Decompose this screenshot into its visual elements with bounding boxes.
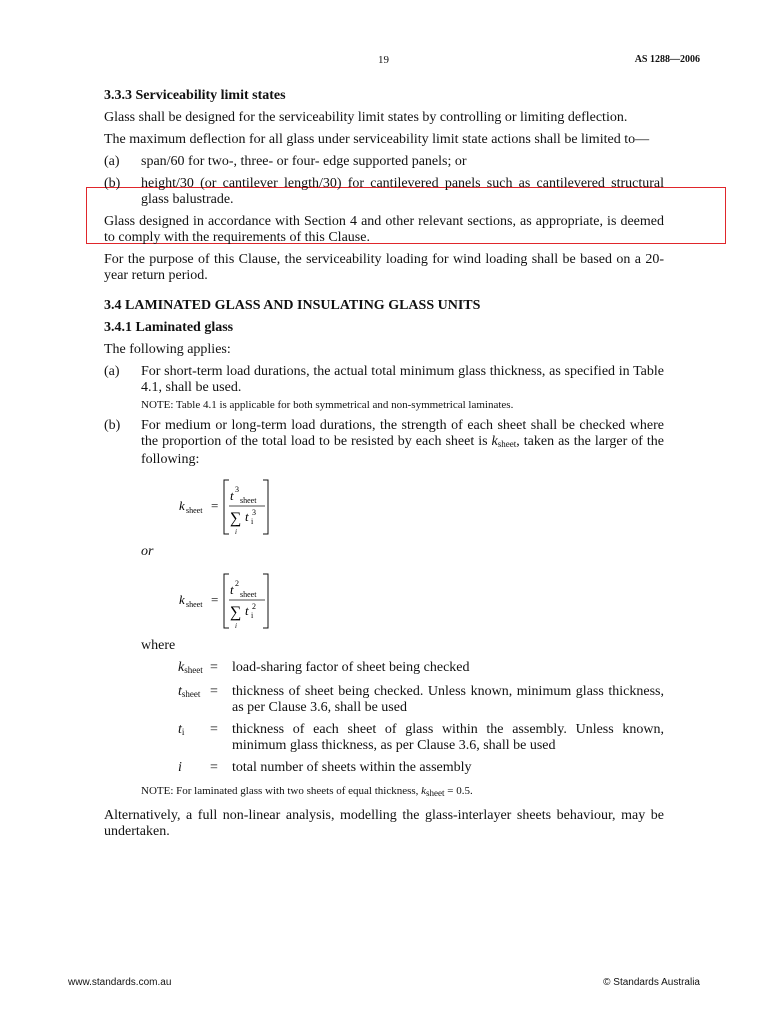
definition-desc: total number of sheets within the assembly: [232, 760, 472, 775]
definition-symbol: $t_i$: [178, 722, 185, 737]
bracket-left: [224, 480, 229, 534]
definition-desc: thickness of sheet being checked. Unless known, minimum glass thickness, as per Clause 3.6, shall be used: [232, 684, 664, 715]
list-text: For short-term load durations, the actual total minimum glass thickness, as specified in Table 4.1, shall be used.: [141, 364, 664, 395]
heading-3-4: 3.4 LAMINATED GLASS AND INSULATING GLASS UNITS: [104, 298, 481, 313]
list-label: (b): [104, 176, 121, 191]
paragraph: Glass shall be designed for the serviceability limit states by controlling or limiting deflection.: [104, 110, 628, 125]
formula-sum: ∑: [230, 510, 242, 527]
list-text: For medium or long-term load durations, the strength of each sheet shall be checked where the proportion of the total load to be resisted by each sheet is $k_{sheet}$, taken as the larger of the following:: [141, 418, 664, 467]
definition-desc: thickness of each sheet of glass within the assembly. Unless known, minimum glass thickness, as per Clause 3.6, shall be used: [232, 722, 664, 753]
heading-3-4-1: 3.4.1 Laminated glass: [104, 320, 234, 335]
list-item: [104, 364, 664, 412]
formula-t: t: [230, 582, 234, 597]
paragraph: Glass designed in accordance with Section 4 and other relevant sections, as appropriate, is deemed to comply with the requirements of this Clause.: [104, 214, 664, 245]
bracket-left: [224, 574, 229, 628]
formula-square: [141, 568, 664, 632]
formula-ti-exp: 3: [252, 508, 256, 517]
or-text: or: [141, 544, 154, 559]
formula-t-sub: sheet: [240, 496, 257, 505]
formula-ti-exp: 2: [252, 602, 256, 611]
definition-eq: =: [210, 684, 218, 699]
formula-index: i: [235, 622, 237, 630]
formula-t-exp: 3: [235, 485, 239, 494]
page-number: 19: [378, 54, 389, 66]
paragraph: Alternatively, a full non-linear analysis, modelling the glass-interlayer sheets behaviour, may be undertaken.: [104, 808, 664, 839]
list-label: (a): [104, 154, 120, 169]
list-label: (a): [104, 364, 120, 379]
definition-row: [178, 760, 664, 778]
bracket-right: [263, 574, 268, 628]
list-item: [104, 154, 664, 170]
formula-ti: t: [245, 603, 249, 618]
standard-id: AS 1288—2006: [634, 54, 700, 65]
list-text: height/30 (or cantilever length/30) for cantilevered panels such as cantilevered structural glass balustrade.: [141, 176, 664, 207]
formula-t-exp: 2: [235, 579, 239, 588]
paragraph: The maximum deflection for all glass under serviceability limit state actions shall be limited to—: [104, 132, 650, 147]
list-text: span/60 for two-, three- or four- edge supported panels; or: [141, 154, 467, 169]
formula-t-sub: sheet: [240, 590, 257, 599]
definition-symbol: $t_{sheet}$: [178, 684, 201, 699]
formula-ti-sub: i: [251, 517, 254, 526]
page-content: [104, 88, 664, 846]
formula-sum: ∑: [230, 604, 242, 621]
paragraph: The following applies:: [104, 342, 231, 357]
heading-3-3-3: 3.3.3 Serviceability limit states: [104, 88, 286, 103]
definition-eq: =: [210, 722, 218, 737]
formula-index: i: [235, 528, 237, 536]
formula-k: k: [179, 498, 185, 513]
formula-k-sub: sheet: [186, 506, 203, 515]
list-item: [104, 418, 664, 468]
definition-symbol: $k_{sheet}$: [178, 660, 203, 675]
formula-eq: =: [211, 498, 219, 513]
formula-k: k: [179, 592, 185, 607]
bracket-right: [263, 480, 268, 534]
formula-cubic: [141, 474, 664, 538]
paragraph: For the purpose of this Clause, the serviceability loading for wind loading shall be based on a 20-year return period.: [104, 252, 664, 283]
formula-eq: =: [211, 592, 219, 607]
list-item: [104, 176, 664, 208]
definition-desc: load-sharing factor of sheet being checked: [232, 660, 470, 675]
formula-ti: t: [245, 509, 249, 524]
definition-symbol: i: [178, 760, 182, 775]
formula-svg: [141, 474, 341, 538]
definition-row: [178, 684, 664, 716]
list-label: (b): [104, 418, 121, 433]
formula-ti-sub: i: [251, 611, 254, 620]
note: NOTE: Table 4.1 is applicable for both symmetrical and non-symmetrical laminates.: [141, 399, 514, 411]
where-text: where: [141, 638, 176, 653]
definition-eq: =: [210, 760, 218, 775]
footer-website: www.standards.com.au: [68, 977, 172, 988]
formula-svg: [141, 568, 341, 632]
footer-copyright: © Standards Australia: [603, 977, 700, 988]
formula-t: t: [230, 488, 234, 503]
formula-k-sub: sheet: [186, 600, 203, 609]
definition-eq: =: [210, 660, 218, 675]
definition-row: [178, 660, 664, 678]
note: NOTE: For laminated glass with two sheets of equal thickness, $k_{sheet} = 0.5$.: [141, 785, 473, 798]
definition-row: [178, 722, 664, 754]
